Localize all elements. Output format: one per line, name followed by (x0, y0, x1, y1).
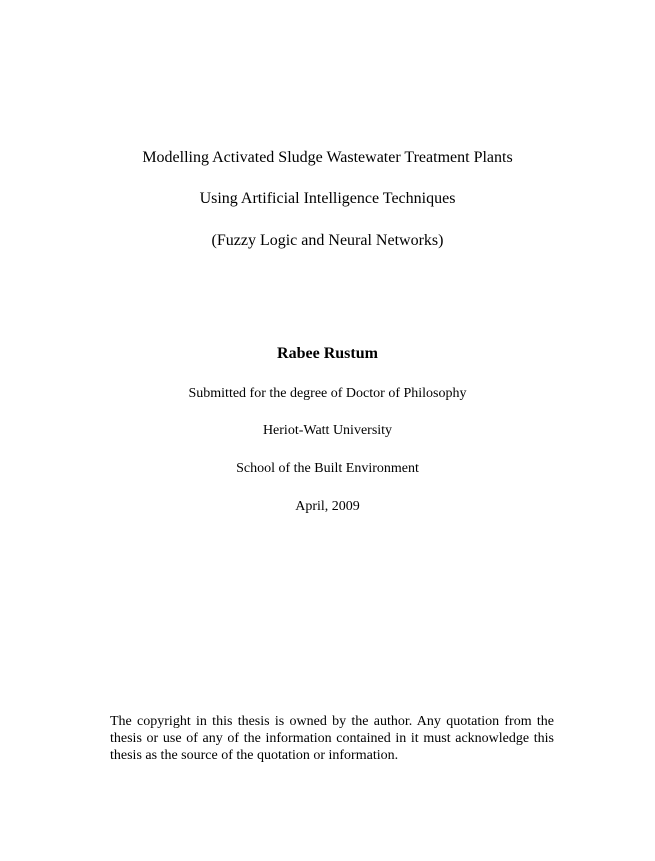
thesis-title-line-1: Modelling Activated Sludge Wastewater Treatment Plants (142, 149, 513, 166)
thesis-title-line-3: (Fuzzy Logic and Neural Networks) (211, 232, 444, 249)
degree-statement: Submitted for the degree of Doctor of Philosophy (188, 386, 467, 401)
author-name: Rabee Rustum (277, 345, 378, 362)
thesis-title-line-2: Using Artificial Intelligence Techniques (199, 190, 456, 207)
submission-date: April, 2009 (295, 499, 360, 514)
university-name: Heriot-Watt University (262, 423, 393, 438)
school-name: School of the Built Environment (236, 461, 419, 476)
copyright-notice: The copyright in this thesis is owned by the author. Any quotation from the thesis or use of any of the information contained in it must acknowledge this thesis as the source of the quotation or information. (110, 714, 554, 763)
